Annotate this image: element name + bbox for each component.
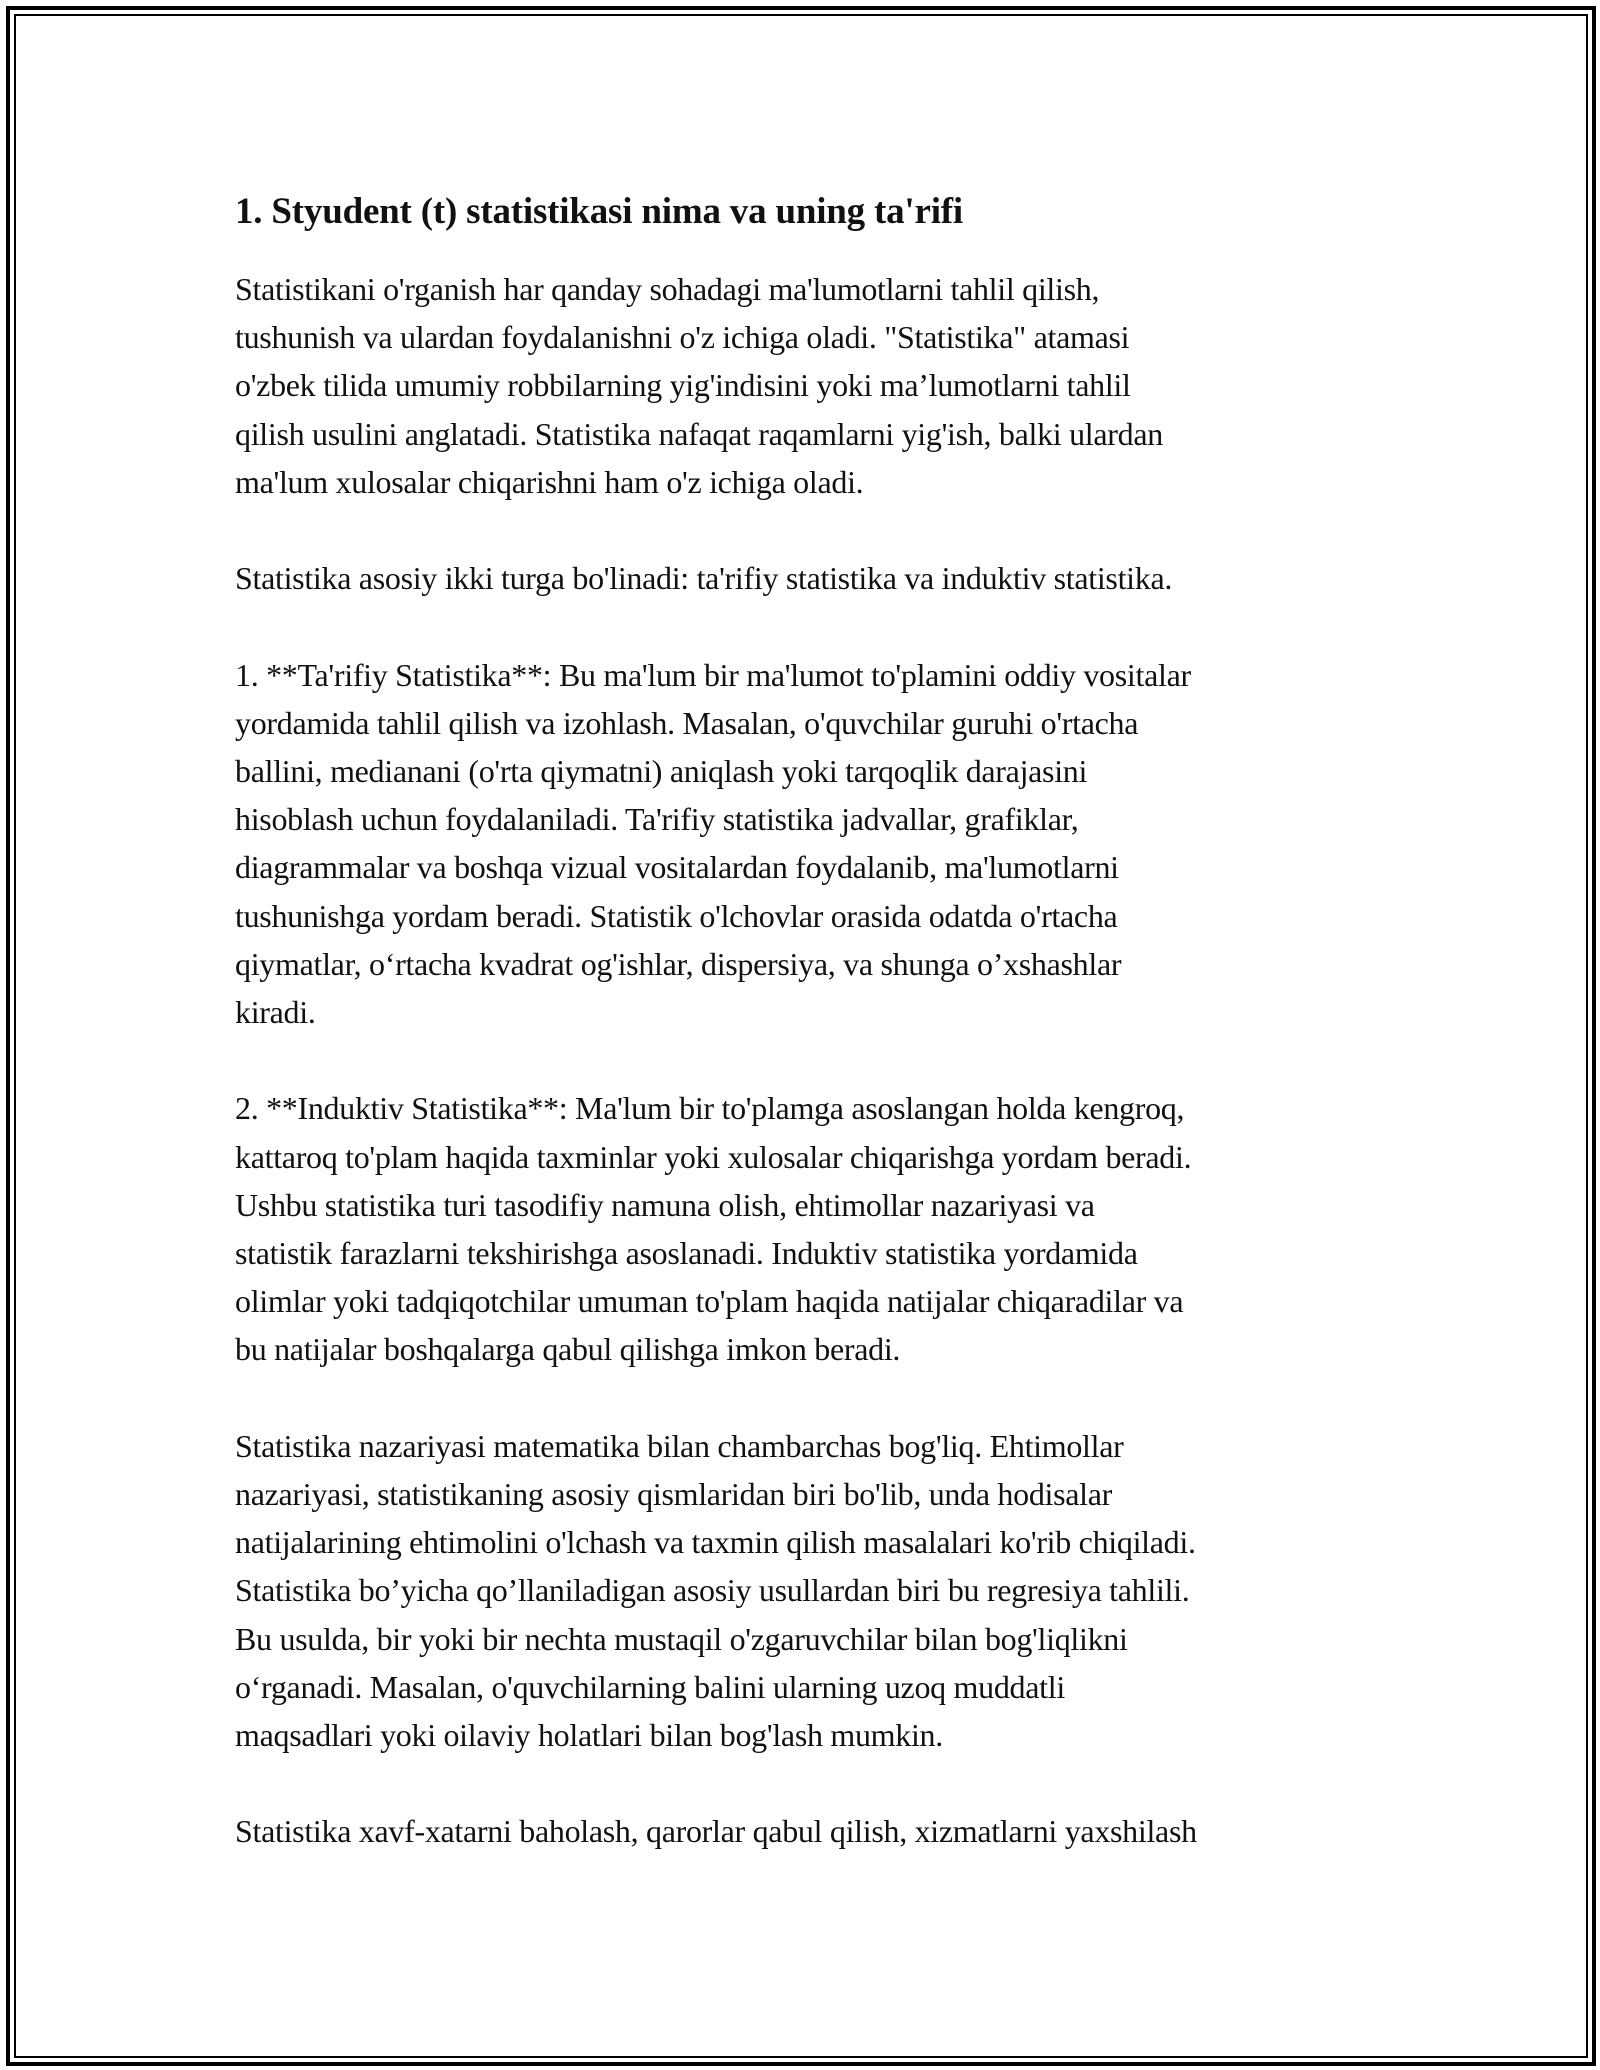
text-line: kattaroq to'plam haqida taxminlar yoki xulosalar chiqarishga yordam beradi. [235, 1138, 1192, 1175]
text-line: natijalarining ehtimolini o'lchash va taxmin qilish masalalari ko'rib chiqiladi. [235, 1524, 1196, 1561]
text-line: qiymatlar, o‘rtacha kvadrat og'ishlar, dispersiya, va shunga o’xshashlar [235, 945, 1122, 982]
text-line: tushunish va ulardan foydalanishni o'z ichiga oladi. "Statistika" atamasi [235, 319, 1130, 356]
text-line: hisoblash uchun foydalaniladi. Ta'rifiy statistika jadvallar, grafiklar, [235, 801, 1079, 838]
text-line: diagrammalar va boshqa vizual vositalardan foydalanib, ma'lumotlarni [235, 849, 1119, 886]
paragraph-theory [235, 1422, 1385, 1759]
text-line: Bu usulda, bir yoki bir nechta mustaqil o'zgaruvchilar bilan bog'liqlikni [235, 1620, 1128, 1657]
text-line: tushunishga yordam beradi. Statistik o'lchovlar orasida odatda o'rtacha [235, 897, 1118, 934]
text-line: 1. **Ta'rifiy Statistika**: Bu ma'lum bir ma'lumot to'plamini oddiy vositalar [235, 656, 1191, 693]
text-line: ma'lum xulosalar chiqarishni ham o'z ichiga oladi. [235, 463, 864, 500]
text-line: Statistika nazariyasi matematika bilan chambarchas bog'liq. Ehtimollar [235, 1427, 1124, 1464]
text-line: kiradi. [235, 994, 316, 1031]
text-line: maqsadlari yoki oilaviy holatlari bilan bog'lash mumkin. [235, 1717, 943, 1754]
text-line: o‘rganadi. Masalan, o'quvchilarning balini ularning uzoq muddatli [235, 1668, 1065, 1705]
paragraph-descriptive-statistics [235, 651, 1385, 1037]
paragraph-types [235, 554, 1385, 602]
text-line: 2. **Induktiv Statistika**: Ma'lum bir to'plamga asoslangan holda kengroq, [235, 1090, 1185, 1127]
text-line: statistik farazlarni tekshirishga asoslanadi. Induktiv statistika yordamida [235, 1235, 1138, 1272]
text-line: Statistikani o'rganish har qanday sohadagi ma'lumotlarni tahlil qilish, [235, 271, 1100, 307]
paragraph-inductive-statistics [235, 1084, 1385, 1373]
document-body [235, 188, 1385, 1904]
paragraph-intro [235, 265, 1385, 506]
text-line: Statistika xavf-xatarni baholash, qarorlar qabul qilish, xizmatlarni yaxshilash [235, 1813, 1197, 1850]
text-line: olimlar yoki tadqiqotchilar umuman to'plam haqida natijalar chiqaradilar va [235, 1283, 1184, 1320]
text-line: Statistika bo’yicha qo’llaniladigan asosiy usullardan biri bu regresiya tahlili. [235, 1572, 1190, 1609]
text-line: nazariyasi, statistikaning asosiy qismlaridan biri bo'lib, unda hodisalar [235, 1476, 1113, 1513]
paragraph-applications [235, 1807, 1385, 1855]
text-line: yordamida tahlil qilish va izohlash. Masalan, o'quvchilar guruhi o'rtacha [235, 704, 1139, 741]
text-line: qilish usulini anglatadi. Statistika nafaqat raqamlarni yig'ish, balki ulardan [235, 415, 1163, 452]
text-line: Ushbu statistika turi tasodifiy namuna olish, ehtimollar nazariyasi va [235, 1186, 1095, 1223]
text-line: o'zbek tilida umumiy robbilarning yig'indisini yoki ma’lumotlarni tahlil [235, 367, 1131, 404]
text-line: Statistika asosiy ikki turga bo'linadi: ta'rifiy statistika va induktiv statistika. [235, 560, 1173, 597]
text-line: bu natijalar boshqalarga qabul qilishga imkon beradi. [235, 1331, 901, 1368]
text-line: ballini, medianani (o'rta qiymatni) aniqlash yoki tarqoqlik darajasini [235, 753, 1088, 789]
document-heading: 1. Styudent (t) statistikasi nima va uning ta'rifi [235, 191, 964, 232]
